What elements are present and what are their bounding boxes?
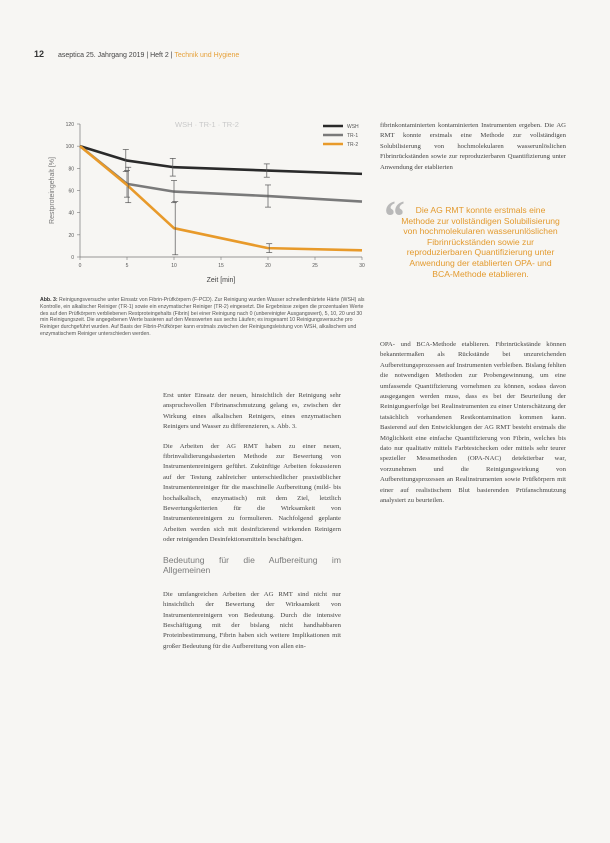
body-column-right-bottom xyxy=(380,340,566,516)
x-tick-label: 25 xyxy=(312,263,318,269)
series-line-wsh xyxy=(80,146,362,174)
x-axis-label: Zeit [min] xyxy=(206,277,236,284)
figure-caption xyxy=(40,297,370,338)
x-tick-label: 0 xyxy=(78,263,82,269)
caption-text: Reinigungsversuche unter Einsatz von Fibrin-Prüfkörpern (F-PCD). Zur Reinigung wurden Wasser schnellenthärtete Härte (WSH) als Kontrolle, ein alkalischer Reiniger (TR-1) sowie ein enzymatischer Reiniger (TR-2) eingesetzt. Die Ergebnisse zeigen die prozentualen Werte des auf den Prüfkörpern verbliebenen Restproteingehalts (Fibrin) bei einer Reinigung nach 0 (unbereinigter Ausgangswert), 5, 10, 20 und 30 min Reinigungszeit. Die angegebenen Werte basieren auf den Messwerten aus sechs Läufen; es insgesamt 10 Reinigungsversuche pro Reiniger durchgeführt wurden. Auf Basis der Fibrin-Prüfkörper kann erstmals zwischen der Reinigungsleistung von WSH, alkalischem und enzymatischem Reiniger unterschieden werden. xyxy=(40,297,365,337)
caption-label: Abb. 3: xyxy=(40,297,58,303)
quote-mark-icon: “ xyxy=(382,192,404,241)
x-tick-label: 30 xyxy=(359,263,365,269)
x-tick-label: 5 xyxy=(125,263,129,269)
page-header xyxy=(34,49,239,59)
chart-title: WSH · TR-1 · TR-2 xyxy=(175,120,239,129)
y-tick-label: 40 xyxy=(68,210,74,217)
line-chart xyxy=(40,115,380,293)
x-tick-label: 10 xyxy=(171,263,177,269)
page-number: 12 xyxy=(34,49,45,59)
pull-quote xyxy=(380,192,570,322)
y-tick-label: 80 xyxy=(68,166,74,173)
x-tick-label: 20 xyxy=(265,263,271,269)
y-tick-label: 20 xyxy=(68,232,74,239)
y-tick-label: 100 xyxy=(65,144,74,151)
body-column-right-top xyxy=(380,121,566,182)
legend-label: TR-2 xyxy=(347,142,359,148)
x-tick-label: 15 xyxy=(218,263,224,269)
pull-quote-text: Die AG RMT konnte erstmals eine Methode zur vollständigen Solubilisierung von hochmolekularen wasserunlöslichen Fibrinrückständen sowie zur reproduzierbaren Quantifizierung unter Anwendung der etablierten OPA- und BCA-Methode etablieren. xyxy=(401,205,560,279)
paragraph: Die umfangreichen Arbeiten der AG RMT sind nicht nur hinsichtlich der Bewertung der Wirksamkeit von Instrumentenreinigern von Bedeutung. Durch die intensive Beschäftigung mit der bislang nicht handhabbaren Proteinbestimmung, Fibrin haben sich weitere Implikationen mit großer Bedeutung für die Aufbereitung von allen ein- xyxy=(163,590,341,650)
section-name: Technik und Hygiene xyxy=(174,52,240,59)
legend-label: WSH xyxy=(347,124,359,130)
series-line-tr-1 xyxy=(80,146,362,201)
y-tick-label: 120 xyxy=(65,122,74,128)
paragraph: Erst unter Einsatz der neuen, hinsichtlich der Reinigung sehr anspruchsvollen Fibrinanschmutzung gelang es, zwischen der Wirkung eines alkalischen Reinigers, eines enzymatischen Reinigers und Wasser zu differenzieren, s. Abb. 3. xyxy=(163,392,341,431)
y-tick-label: 0 xyxy=(71,255,74,261)
section-heading: Bedeutung für die Aufbereitung im Allgemeinen xyxy=(163,554,341,576)
paragraph: fibrinkontaminierten kontaminierten Instrumenten ergeben. Die AG RMT konnte erstmals eine Methode zur vollständigen Solubilisierung von hochmolekularen wasserunlöslichen Fibrinrückständen sowie zur reproduzierbaren Quantifizierung unter Anwendung der etablierten xyxy=(380,122,566,171)
body-column-left xyxy=(163,391,341,661)
paragraph: OPA- und BCA-Methode etablieren. Fibrinrückstände können bekanntermaßen als Rückstände bei unzureichenden Aufbereitungsprozessen auf Instrumenten verbleiben. Bislang fehlten die notwendigen Methoden zur Probengewinnung, um eine umfassende Quantifizierung vornehmen zu können, sodass davon ausgegangen werden muss, dass es bei der Beurteilung der Reinigungserfolge bei Realinstrumenten zu einer Unterschätzung der tatsächlich vorhandenen Restkontamination kommen kann. Basierend auf den Entwicklungen der AG RMT besteht erstmals die Möglichkeit eine einfache Quantifizierung von Fibrin, welches bis dato nur qualitativ mittels Farbtestchecken oder mittels sehr teurer spezieller Messmethoden (OPA-NAC) detektierbar war, vorzunehmen und die Reinigungswirkung von Aufbereitungsprozessen an Realinstrumenten sowie Prüfkörpern mit einer auf realistischem Blut basierenden Prüfanschmutzung analysiert zu beurteilen. xyxy=(380,341,566,505)
journal-info: aseptica 25. Jahrgang 2019 | Heft 2 | xyxy=(57,52,173,59)
legend-label: TR-1 xyxy=(347,133,359,139)
y-tick-label: 60 xyxy=(68,188,74,195)
y-axis-label: Restproteingehalt [%] xyxy=(49,157,56,224)
paragraph: Die Arbeiten der AG RMT haben zu einer neuen, fibrinvalidierungsbasierten Methode zur Bewertung von Instrumentenreinigern geführt. Zukünftige Arbeiten fokussieren auf der Testung zahlreicher unterschiedlicher praxisüblicher Instrumentenreiniger für die maschinelle Aufbereitung (mild- bis hochalkalisch, enzymatisch) mit dem Ziel, letztlich Bewertungskriterien für die Wirksamkeit von Instrumentenreinigern zu formulieren. Nachfolgend geplante Arbeiten werden sich mit desinfizierend wirkenden Reinigern oder reinigenden Desinfektionsmitteln beschäftigen. xyxy=(163,442,341,544)
